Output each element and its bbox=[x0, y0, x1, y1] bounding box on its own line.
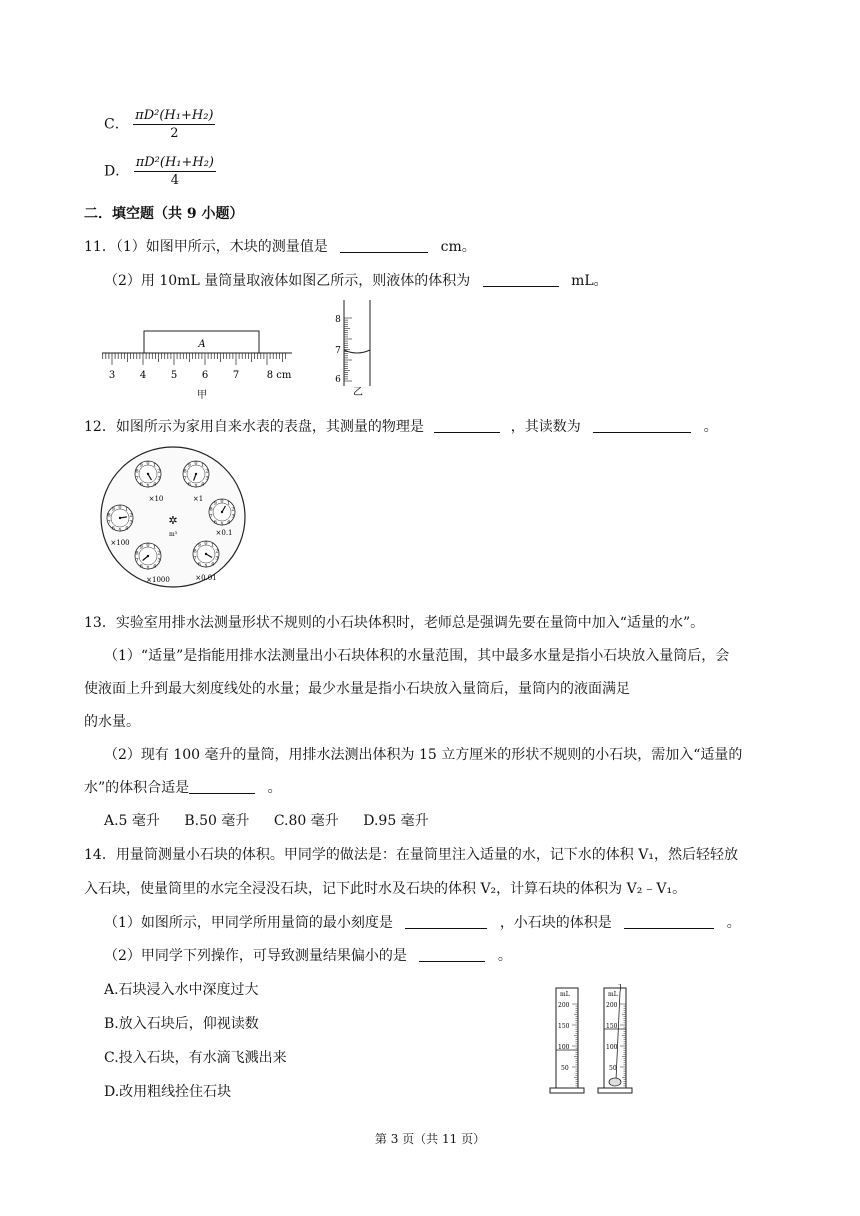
svg-text:7: 7 bbox=[193, 555, 197, 562]
svg-text:6: 6 bbox=[187, 481, 191, 488]
svg-text:1: 1 bbox=[125, 506, 129, 513]
svg-text:8: 8 bbox=[135, 550, 139, 557]
q11-line1 bbox=[84, 236, 476, 256]
option-d bbox=[104, 155, 216, 188]
q14-line3-end: 。 bbox=[726, 915, 741, 931]
q12-line bbox=[84, 416, 718, 436]
dial-label-x10: ×10 bbox=[148, 495, 164, 503]
q11-line1-unit: cm。 bbox=[440, 239, 476, 255]
svg-text:8: 8 bbox=[193, 548, 197, 555]
svg-text:5: 5 bbox=[146, 565, 150, 572]
q14-line4-text: （2）甲同学下列操作，可导致测量结果偏小的是 bbox=[104, 948, 407, 964]
two-cylinders-figure bbox=[548, 984, 638, 1096]
svg-text:0: 0 bbox=[146, 542, 150, 549]
cylinder-base bbox=[598, 1088, 632, 1093]
water-meter-figure bbox=[98, 446, 248, 590]
meter-unit: m³ bbox=[168, 531, 178, 538]
q11-line1-text: 11．（1）如图甲所示，木块的测量值是 bbox=[84, 239, 328, 255]
q13-line2: （1）“适量”是指能用排水法测量出小石块体积的水量范围，其中最多水量是指小石块放入量筒后，会 bbox=[104, 648, 730, 664]
tick-150: 150 bbox=[558, 1023, 570, 1030]
svg-text:7: 7 bbox=[135, 475, 139, 482]
q13-line4: 的水量。 bbox=[84, 714, 140, 730]
option-c-label: C． bbox=[104, 116, 129, 133]
svg-text:3: 3 bbox=[129, 519, 133, 526]
answer-blank[interactable] bbox=[624, 914, 714, 929]
svg-text:3: 3 bbox=[205, 475, 209, 482]
ruler-tick-label: 3 bbox=[108, 370, 116, 381]
tick-50: 50 bbox=[609, 1065, 617, 1072]
tick-200: 200 bbox=[606, 1002, 618, 1009]
svg-text:3: 3 bbox=[157, 475, 161, 482]
q13-line6-text: 水”的体积合适是 bbox=[84, 780, 190, 796]
q11-line2-unit: mL。 bbox=[571, 273, 608, 289]
q14-line2: 入石块，使量筒里的水完全浸没石块，记下此时水及石块的体积 V₂，计算石块的体积为 V₂﹣V₁。 bbox=[84, 881, 687, 897]
svg-text:0: 0 bbox=[220, 498, 224, 505]
figure-label-yi: 乙 bbox=[353, 387, 363, 396]
cylinder-figure-yi bbox=[334, 298, 380, 396]
q11-line2-text: （2）用 10mL 量筒量取液体如图乙所示，则液体的体积为 bbox=[104, 273, 471, 289]
option-d-fraction bbox=[134, 155, 216, 188]
cylinder-before bbox=[550, 988, 584, 1093]
q12-text-end: 。 bbox=[703, 419, 718, 435]
answer-blank[interactable] bbox=[189, 779, 255, 794]
svg-text:4: 4 bbox=[153, 481, 157, 488]
svg-text:0: 0 bbox=[204, 540, 208, 547]
option-c bbox=[104, 108, 215, 141]
q13-line6 bbox=[84, 777, 282, 797]
svg-text:7: 7 bbox=[183, 475, 187, 482]
q14-line3 bbox=[104, 912, 741, 932]
q14-option-b[interactable]: B.放入石块后，仰视读数 bbox=[104, 1016, 259, 1032]
unit-label: mL bbox=[560, 991, 570, 998]
svg-text:1: 1 bbox=[211, 542, 215, 549]
q12-text: 12．如图所示为家用自来水表的表盘，其测量的物理是 bbox=[84, 419, 424, 435]
svg-text:1: 1 bbox=[227, 500, 231, 507]
svg-text:2: 2 bbox=[215, 548, 219, 555]
svg-text:1: 1 bbox=[153, 544, 157, 551]
q13-option-c[interactable]: C.80 毫升 bbox=[273, 813, 339, 829]
svg-text:9: 9 bbox=[139, 544, 143, 551]
ruler-tick-label: 8 cm bbox=[266, 370, 292, 381]
svg-text:1: 1 bbox=[153, 462, 157, 469]
svg-text:7: 7 bbox=[107, 519, 111, 526]
dial-label-x0.1: ×0.1 bbox=[215, 529, 233, 537]
svg-text:4: 4 bbox=[227, 519, 231, 526]
svg-text:2: 2 bbox=[205, 468, 209, 475]
svg-text:2: 2 bbox=[231, 506, 235, 513]
cylinder-ticks bbox=[344, 318, 352, 381]
svg-text:1: 1 bbox=[201, 462, 205, 469]
option-d-denominator: 4 bbox=[170, 173, 179, 188]
svg-text:4: 4 bbox=[153, 563, 157, 570]
ruler-tick-label: 4 bbox=[139, 370, 147, 381]
stone-icon bbox=[609, 1078, 621, 1086]
cyl-label-8: 8 bbox=[335, 315, 341, 325]
q13-option-a[interactable]: A.5 毫升 bbox=[104, 813, 160, 829]
cyl-label-6: 6 bbox=[335, 375, 341, 385]
option-d-numerator: πD²(H₁+H₂) bbox=[135, 155, 214, 170]
unit-label: mL bbox=[608, 991, 618, 998]
svg-text:5: 5 bbox=[146, 483, 150, 490]
svg-text:6: 6 bbox=[139, 481, 143, 488]
svg-text:5: 5 bbox=[118, 527, 122, 534]
answer-blank[interactable] bbox=[340, 238, 428, 253]
cylinder-after bbox=[598, 984, 632, 1093]
svg-text:4: 4 bbox=[125, 525, 129, 532]
meter-center-icon: ✲ bbox=[168, 514, 178, 527]
svg-text:2: 2 bbox=[157, 468, 161, 475]
svg-text:8: 8 bbox=[183, 468, 187, 475]
svg-text:2: 2 bbox=[157, 550, 161, 557]
svg-text:7: 7 bbox=[135, 557, 139, 564]
svg-text:0: 0 bbox=[146, 460, 150, 467]
answer-blank[interactable] bbox=[419, 947, 485, 962]
q13-line5: （2）现有 100 毫升的量筒，用排水法测出体积为 15 立方厘米的形状不规则的小石块，需加入“适量的 bbox=[104, 747, 743, 763]
ruler-tick-label: 6 bbox=[201, 370, 209, 381]
svg-text:6: 6 bbox=[139, 563, 143, 570]
dial-label-x100: ×100 bbox=[110, 539, 130, 547]
svg-text:9: 9 bbox=[139, 462, 143, 469]
svg-text:8: 8 bbox=[107, 512, 111, 519]
q12-text-mid: ，其读数为 bbox=[510, 419, 581, 435]
svg-text:9: 9 bbox=[111, 506, 115, 513]
svg-text:0: 0 bbox=[118, 504, 122, 511]
svg-text:9: 9 bbox=[197, 542, 201, 549]
svg-text:4: 4 bbox=[211, 561, 215, 568]
cylinder-ticks bbox=[572, 1004, 578, 1088]
q14-option-a[interactable]: A.石块浸入水中深度过大 bbox=[104, 982, 259, 998]
block-label: A bbox=[198, 339, 206, 350]
ruler-tick-label: 5 bbox=[170, 370, 178, 381]
svg-text:8: 8 bbox=[209, 506, 213, 513]
q13-line3-text: 使液面上升到最大刻度线处的水量；最少水量是指小石块放入量筒后，量筒内的液面满足 bbox=[84, 681, 630, 697]
cylinder-ticks bbox=[620, 1004, 626, 1088]
q13-options bbox=[104, 810, 429, 830]
q13-line1: 13．实验室用排水法测量形状不规则的小石块体积时，老师总是强调先要在量筒中加入“适量的水”。 bbox=[84, 615, 705, 631]
svg-text:6: 6 bbox=[197, 561, 201, 568]
q14-option-c[interactable]: C.投入石块，有水滴飞溅出来 bbox=[104, 1050, 287, 1066]
q14-line1: 14．用量筒测量小石块的体积。甲同学的做法是：在量筒里注入适量的水，记下水的体积 V₁，然后轻轻放 bbox=[84, 847, 738, 863]
tick-100: 100 bbox=[606, 1044, 618, 1051]
q14-line4 bbox=[104, 945, 512, 965]
q14-line3-mid: ，小石块的体积是 bbox=[499, 915, 612, 931]
tick-200: 200 bbox=[558, 1002, 570, 1009]
svg-text:9: 9 bbox=[187, 462, 191, 469]
string-line bbox=[616, 984, 621, 1080]
q14-line4-end: 。 bbox=[497, 948, 512, 964]
svg-text:5: 5 bbox=[220, 521, 224, 528]
svg-text:3: 3 bbox=[231, 513, 235, 520]
q13-option-d[interactable]: D.95 毫升 bbox=[363, 813, 429, 829]
tick-150: 150 bbox=[606, 1023, 618, 1030]
svg-text:5: 5 bbox=[204, 563, 208, 570]
svg-text:2: 2 bbox=[129, 512, 133, 519]
answer-blank[interactable] bbox=[593, 418, 691, 433]
q13-line3 bbox=[84, 678, 630, 698]
q11-line2 bbox=[104, 270, 608, 290]
svg-text:3: 3 bbox=[157, 557, 161, 564]
option-c-numerator: πD²(H₁+H₂) bbox=[135, 108, 214, 123]
ruler-labels bbox=[109, 370, 292, 381]
dial-label-x1: ×1 bbox=[192, 495, 204, 503]
tick-50: 50 bbox=[561, 1065, 569, 1072]
q13-line6-end: 。 bbox=[267, 780, 282, 796]
cyl-label-7: 7 bbox=[335, 346, 341, 356]
svg-text:4: 4 bbox=[201, 481, 205, 488]
page-footer: 第 3 页（共 11 页） bbox=[374, 1132, 486, 1146]
tick-100: 100 bbox=[558, 1044, 570, 1051]
option-c-fraction bbox=[133, 108, 215, 141]
svg-text:6: 6 bbox=[213, 519, 217, 526]
ruler-figure bbox=[98, 328, 298, 402]
q14-line3-text: （1）如图所示，甲同学所用量筒的最小刻度是 bbox=[104, 915, 393, 931]
svg-text:0: 0 bbox=[194, 460, 198, 467]
option-c-denominator: 2 bbox=[170, 126, 179, 141]
figure-label-jia: 甲 bbox=[197, 390, 207, 401]
ruler-tick-label: 7 bbox=[232, 370, 240, 381]
ruler-ticks bbox=[103, 353, 286, 365]
answer-blank[interactable] bbox=[405, 914, 487, 929]
section-title: 二．填空题（共 9 小题） bbox=[84, 206, 244, 222]
dial-label-x0.01: ×0.01 bbox=[195, 574, 217, 582]
answer-blank[interactable] bbox=[434, 418, 500, 433]
q14-option-d[interactable]: D.改用粗线拴住石块 bbox=[104, 1084, 232, 1100]
answer-blank[interactable] bbox=[483, 272, 559, 287]
svg-text:5: 5 bbox=[194, 483, 198, 490]
dial-label-x1000: ×1000 bbox=[146, 576, 170, 584]
svg-text:9: 9 bbox=[213, 500, 217, 507]
svg-text:3: 3 bbox=[215, 555, 219, 562]
q13-option-b[interactable]: B.50 毫升 bbox=[184, 813, 250, 829]
svg-text:8: 8 bbox=[135, 468, 139, 475]
option-d-label: D． bbox=[104, 163, 130, 180]
svg-text:6: 6 bbox=[111, 525, 115, 532]
cylinder-base bbox=[550, 1088, 584, 1093]
svg-text:7: 7 bbox=[209, 513, 213, 520]
